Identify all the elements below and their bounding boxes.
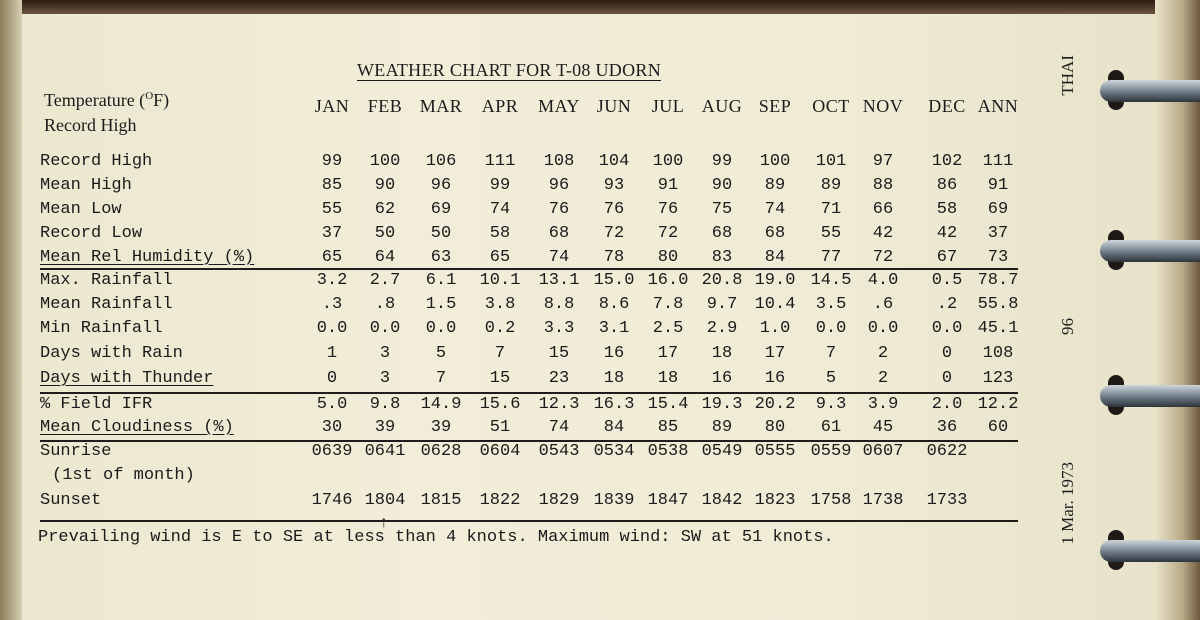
row-label: Record High [40,152,153,171]
table-cell: 42 [936,224,958,243]
table-cell: 1733 [926,491,968,510]
table-cell: 72 [657,224,679,243]
table-cell: 50 [430,224,452,243]
table-cell: 74 [489,200,511,219]
table-cell: 0604 [479,442,521,461]
table-cell: 0 [941,344,953,363]
table-cell: 7 [825,344,837,363]
table-cell: 0534 [593,442,635,461]
table-cell: 20.8 [701,271,743,290]
divider-line [40,268,1018,270]
table-cell: 9.3 [815,395,847,414]
table-cell: 74 [548,418,570,437]
table-cell: 77 [820,248,842,267]
table-cell: 89 [764,176,786,195]
row-label: Mean Rainfall [40,295,173,314]
month-header: JUL [651,96,685,116]
table-cell: 1.0 [759,319,791,338]
month-header: JAN [314,96,350,116]
table-cell: 2.7 [369,271,401,290]
table-cell: 0622 [926,442,968,461]
table-cell: 83 [711,248,733,267]
table-cell: 71 [820,200,842,219]
table-cell: 3.1 [598,319,630,338]
table-cell: 76 [548,200,570,219]
table-cell: 0.0 [369,319,401,338]
temperature-unit: F) [153,90,170,110]
table-cell: 0.0 [316,319,348,338]
table-cell: .3 [321,295,343,314]
table-cell: 19.0 [754,271,796,290]
temperature-header [44,90,169,111]
table-cell: 0.2 [484,319,516,338]
table-cell: 73 [987,248,1009,267]
table-cell: 2.0 [931,395,963,414]
month-header: JUN [596,96,632,116]
table-cell: 36 [936,418,958,437]
table-cell: 2.5 [652,319,684,338]
table-cell: 15.4 [647,395,689,414]
table-cell: 45.1 [977,319,1019,338]
table-cell: 90 [711,176,733,195]
row-label: Sunrise [40,442,112,461]
table-cell: 108 [982,344,1014,363]
table-cell: 0.0 [815,319,847,338]
table-cell: 1804 [364,491,406,510]
table-cell: 60 [987,418,1009,437]
table-cell: 80 [657,248,679,267]
row-label: % Field IFR [40,395,153,414]
table-cell: 1746 [311,491,353,510]
binder-ring-icon [1100,385,1200,407]
table-cell: 1 [326,344,338,363]
table-cell: 0.0 [867,319,899,338]
table-cell: 89 [711,418,733,437]
table-cell: 18 [603,369,625,388]
row-label: Record Low [40,224,143,243]
side-date: 1 Mar. 1973 [1058,462,1077,545]
month-header: MAR [419,96,463,116]
month-header: FEB [367,96,403,116]
table-cell: 74 [764,200,786,219]
table-cell: 16 [764,369,786,388]
table-cell: 5 [825,369,837,388]
row-label: (1st of month) [52,466,195,485]
table-cell: 100 [652,152,684,171]
month-header: ANN [977,96,1019,116]
table-cell: 104 [598,152,630,171]
table-cell: 67 [936,248,958,267]
month-header: NOV [862,96,904,116]
table-cell: 14.5 [810,271,852,290]
table-cell: 55.8 [977,295,1019,314]
table-cell: 16 [711,369,733,388]
table-cell: 15 [548,344,570,363]
table-cell: 5 [435,344,447,363]
table-cell: 13.1 [538,271,580,290]
row-label: Days with Thunder [40,369,214,388]
month-header: MAY [538,96,580,116]
table-cell: 0 [326,369,338,388]
table-cell: 91 [657,176,679,195]
table-cell: 6.1 [425,271,457,290]
table-cell: 14.9 [420,395,462,414]
pencil-arrow-annotation: ↑ [379,514,389,532]
table-cell: 17 [657,344,679,363]
table-cell: 68 [548,224,570,243]
table-cell: 106 [425,152,457,171]
table-cell: 90 [374,176,396,195]
table-cell: 100 [759,152,791,171]
table-cell: 72 [603,224,625,243]
table-cell: 65 [321,248,343,267]
table-cell: 111 [484,152,516,171]
binder-ring-icon [1100,240,1200,262]
table-cell: 0628 [420,442,462,461]
table-cell: 91 [987,176,1009,195]
table-cell: 100 [369,152,401,171]
table-cell: 0.0 [931,319,963,338]
table-cell: 76 [657,200,679,219]
table-cell: 102 [931,152,963,171]
table-cell: 85 [657,418,679,437]
table-cell: 76 [603,200,625,219]
table-cell: 93 [603,176,625,195]
page-left-edge [0,0,22,620]
table-cell: 9.8 [369,395,401,414]
table-cell: 15.0 [593,271,635,290]
table-cell: 37 [987,224,1009,243]
table-cell: 0.0 [425,319,457,338]
table-cell: 55 [820,224,842,243]
row-label: Mean Low [40,200,122,219]
table-cell: 88 [872,176,894,195]
month-header: DEC [928,96,966,116]
chart-title: WEATHER CHART FOR T-08 UDORN [357,60,662,80]
table-cell: 2 [877,344,889,363]
table-cell: 50 [374,224,396,243]
table-cell: 39 [430,418,452,437]
table-cell: 7 [494,344,506,363]
table-cell: 0543 [538,442,580,461]
table-cell: 16.3 [593,395,635,414]
table-cell: 39 [374,418,396,437]
divider-line [40,440,1018,442]
degree-superscript: O [145,90,154,102]
table-cell: 15 [489,369,511,388]
table-cell: 0549 [701,442,743,461]
table-cell: 74 [548,248,570,267]
table-cell: 30 [321,418,343,437]
table-cell: 3.9 [867,395,899,414]
table-cell: 1842 [701,491,743,510]
table-cell: 72 [872,248,894,267]
table-cell: 84 [764,248,786,267]
row-label: Min Rainfall [40,319,163,338]
table-cell: 62 [374,200,396,219]
table-cell: 2 [877,369,889,388]
table-cell: 18 [657,369,679,388]
row-label: Days with Rain [40,344,183,363]
side-country-label: THAI [1058,55,1077,96]
binder-ring-icon [1100,80,1200,102]
table-cell: .8 [374,295,396,314]
table-cell: 1738 [862,491,904,510]
row-label: Max. Rainfall [40,271,173,290]
month-header: APR [481,96,519,116]
binder-ring-icon [1100,540,1200,562]
table-cell: 78 [603,248,625,267]
table-cell: 99 [489,176,511,195]
table-cell: 86 [936,176,958,195]
table-cell: 69 [430,200,452,219]
table-cell: 99 [711,152,733,171]
table-cell: 64 [374,248,396,267]
table-cell: 1.5 [425,295,457,314]
table-cell: .6 [872,295,894,314]
divider-line [40,392,1018,394]
table-cell: 1815 [420,491,462,510]
page-top-edge [0,0,1200,14]
table-cell: 111 [982,152,1014,171]
table-cell: 1829 [538,491,580,510]
row-label: Mean Cloudiness (%) [40,418,234,437]
table-cell: 42 [872,224,894,243]
table-cell: 0538 [647,442,689,461]
table-cell: 9.7 [706,295,738,314]
table-cell: 3.8 [484,295,516,314]
table-cell: 10.1 [479,271,521,290]
table-cell: 69 [987,200,1009,219]
table-cell: 18 [711,344,733,363]
table-cell: 68 [764,224,786,243]
table-cell: 96 [548,176,570,195]
table-cell: 0641 [364,442,406,461]
table-cell: 0639 [311,442,353,461]
table-cell: 75 [711,200,733,219]
table-cell: 51 [489,418,511,437]
table-cell: 3 [379,369,391,388]
table-cell: 3.2 [316,271,348,290]
table-cell: 101 [815,152,847,171]
table-cell: 96 [430,176,452,195]
table-cell: 0555 [754,442,796,461]
table-cell: 58 [489,224,511,243]
table-cell: 23 [548,369,570,388]
row-label: Mean Rel Humidity (%) [40,248,255,267]
table-cell: 61 [820,418,842,437]
table-cell: 19.3 [701,395,743,414]
table-cell: 7 [435,369,447,388]
footer-note: Prevailing wind is E to SE at less than 4 knots. Maximum wind: SW at 51 knots. [38,528,834,547]
table-cell: 85 [321,176,343,195]
table-cell: 65 [489,248,511,267]
table-cell: 3.5 [815,295,847,314]
row-label: Sunset [40,491,102,510]
table-cell: 66 [872,200,894,219]
table-cell: 0 [941,369,953,388]
table-cell: 55 [321,200,343,219]
table-cell: 16 [603,344,625,363]
table-cell: 0559 [810,442,852,461]
temperature-subheader: Record High [44,115,137,135]
temperature-prefix: Temperature ( [44,90,146,110]
table-cell: 89 [820,176,842,195]
table-cell: 15.6 [479,395,521,414]
table-cell: 2.9 [706,319,738,338]
table-cell: 68 [711,224,733,243]
table-cell: 108 [543,152,575,171]
table-cell: 8.8 [543,295,575,314]
month-header: SEP [758,96,792,116]
table-cell: 1839 [593,491,635,510]
table-cell: 63 [430,248,452,267]
table-cell: 1823 [754,491,796,510]
table-cell: 20.2 [754,395,796,414]
table-cell: 45 [872,418,894,437]
table-cell: 7.8 [652,295,684,314]
table-cell: 17 [764,344,786,363]
table-cell: .2 [936,295,958,314]
row-label: Mean High [40,176,132,195]
table-cell: 16.0 [647,271,689,290]
table-cell: 80 [764,418,786,437]
table-cell: 97 [872,152,894,171]
table-cell: 4.0 [867,271,899,290]
table-cell: 84 [603,418,625,437]
table-cell: 12.3 [538,395,580,414]
month-header: AUG [701,96,743,116]
table-cell: 3.3 [543,319,575,338]
table-cell: 1847 [647,491,689,510]
table-cell: 10.4 [754,295,796,314]
table-cell: 78.7 [977,271,1019,290]
divider-line [40,520,1018,522]
table-cell: 58 [936,200,958,219]
table-cell: 8.6 [598,295,630,314]
table-cell: 5.0 [316,395,348,414]
table-cell: 1758 [810,491,852,510]
table-cell: 3 [379,344,391,363]
table-cell: 1822 [479,491,521,510]
table-cell: 0.5 [931,271,963,290]
side-page-number: 96 [1058,318,1077,335]
month-header: OCT [812,96,850,116]
table-cell: 123 [982,369,1014,388]
table-cell: 0607 [862,442,904,461]
table-cell: 99 [321,152,343,171]
table-cell: 37 [321,224,343,243]
table-cell: 12.2 [977,395,1019,414]
